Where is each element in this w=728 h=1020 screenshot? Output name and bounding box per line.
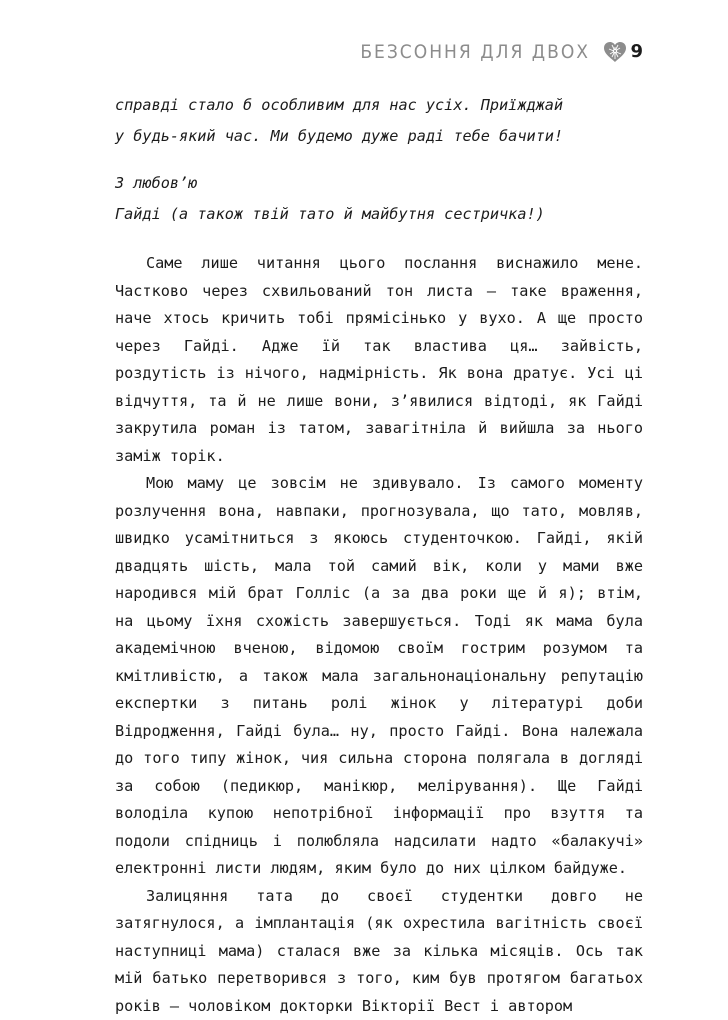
heart-ornament-icon — [602, 40, 628, 64]
letter-closing: З любов’ю — [115, 168, 643, 199]
paragraph: Саме лише читання цього послання виснажило мене. Частково через схвильований тон листа — таке враження, наче хтось кричить тобі прямісінько у вухо. А ще просто через Гайді. Адже їй так властива ця… зайвість, роздутість із нічого, надмірність. Як вона дратує. Усі ці відчуття, та й не лише вони, з’явилися відтоді, як Гайді закрутила роман із татом, завагітніла й вийшла за нього заміж торік. — [115, 250, 643, 470]
page-number: 9 — [630, 41, 643, 62]
letter-line: справді стало б особливим для нас усіх. Приїжджай — [115, 90, 643, 121]
page-header — [360, 40, 628, 64]
body-text — [115, 90, 643, 1020]
paragraph: Залицяння тата до своєї студентки довго не затягнулося, а імплантація (як охрестила вагітність своєї наступниці мама) сталася вже за кілька місяців. Ось так мій батько перетворився з того, ким був протягом багатьох років — чоловіком докторки Вікторії Вест і автором — [115, 883, 643, 1020]
letter-line: у будь-який час. Ми будемо дуже раді тебе бачити! — [115, 121, 643, 152]
letter-excerpt — [115, 90, 643, 230]
letter-signature: Гайді (а також твій тато й майбутня сестричка!) — [115, 199, 643, 230]
prose — [115, 250, 643, 1020]
running-title: БЕЗСОННЯ ДЛЯ ДВОХ — [360, 41, 590, 63]
paragraph: Мою маму це зовсім не здивувало. Із самого моменту розлучення вона, навпаки, прогнозувала, що тато, мовляв, швидко усамітниться з якоюсь студенточкою. Гайді, якій двадцять шість, мала той самий вік, коли у мами вже народився мій брат Голліс (а за два роки ще й я); втім, на цьому їхня схожість завершується. Тоді як мама була академічною вченою, відомою своїм гострим розумом та кмітливістю, а також мала загальнонаціональну репутацію експертки з питань ролі жінок у літературі доби Відродження, Гайді була… ну, просто Гайді. Вона належала до того типу жінок, чия сильна сторона полягала в догляді за собою (педикюр, манікюр, мелірування). Ще Гайді володіла купою непотрібної інформації про взуття та подоли спідниць і полюбляла надсилати надто «балакучі» електронні листи людям, яким було до них цілком байдуже. — [115, 470, 643, 883]
